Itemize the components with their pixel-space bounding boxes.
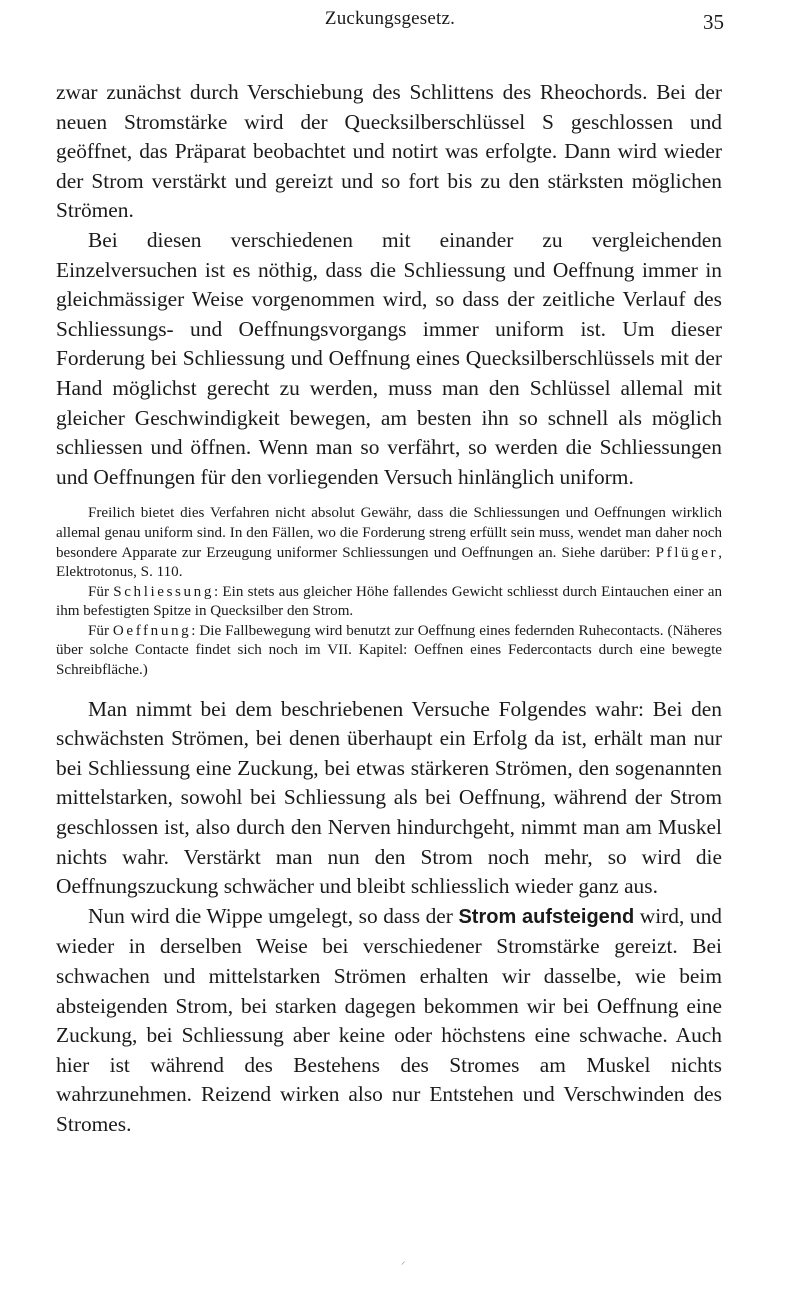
print-speck: ⸝ [401,1257,406,1267]
paragraph-observation: Man nimmt bei dem beschriebenen Versuche Folgendes wahr: Bei den schwächsten Strömen, bei denen überhaupt ein Erfolg da ist, erhält man nur bei Schliessung eine Zuckung, bei etwas stärkeren Strömen, den sogenannten mittelstarken, sowohl bei Schliessung als bei Oeffnung, während der Strom geschlossen ist, also durch den Nerven hindurchgeht, nimmt man am Muskel nichts wahr. Verstärkt man nun den Strom noch mehr, so wird die Oeffnungszuckung schwächer und bleibt schliesslich wieder ganz aus. [56,696,722,899]
paragraph-ascending-current [56,902,722,1140]
note-oeffnung-key: Oeffnung [112,622,192,639]
note-freilich [56,504,722,582]
body-text [56,78,722,1140]
note-schliessung-text: : Ein stets aus gleicher Höhe fallendes Gewicht schliesst durch Eintauchen einer an ihm befestigten Spitze in Quecksilber den Strom. [56,583,722,620]
running-head-title: Zuckungsgesetz. [324,8,456,29]
note-oeffnung-text: : Die Fallbewegung wird benutzt zur Oeffnung eines federnden Ruhecontacts. (Näheres über solche Contacte findet sich noch im VII. Kapitel: Oeffnen eines Federcontacts durch eine bewegte Schreibfläche.) [56,622,722,679]
note-schliessung-key: Schliessung [113,583,214,600]
small-print-note [56,504,722,680]
note-freilich-text: Freilich bietet dies Verfahren nicht absolut Gewähr, dass die Schliessungen und Oeffnungen wirklich allemal genau uniform sind. In den Fällen, wo die Forderung streng erfüllt sein muss, wendet man daher noch besondere Apparate zur Erzeugung uniformer Schliessungen und Oeffnungen an. Siehe darüber: [56,505,722,561]
note-schliessung-lead: Für [88,583,109,600]
note-oeffnung [56,622,722,681]
paragraph-continuation: zwar zunächst durch Verschiebung des Schlittens des Rheochords. Bei der neuen Stromstärke wird der Quecksilberschlüssel S geschlossen und geöffnet, das Präparat beobachtet und notirt was erfolgte. Dann wird wieder der Strom verstärkt und gereizt und so fort bis zu den stärksten möglichen Strömen. [56,80,722,223]
note-oeffnung-lead: Für [88,622,109,639]
note-schliessung [56,583,722,622]
running-head [60,8,724,38]
paragraph-uniformity: Bei diesen verschiedenen mit einander zu vergleichenden Einzelversuchen ist es nöthig, dass die Schliessung und Oeffnung immer in gleichmässiger Weise vorgenommen wird, so dass der zeitliche Verlauf des Schliessungs- und Oeffnungsvorgangs immer uniform ist. Um dieser Forderung bei Schliessung und Oeffnung eines Quecksilberschlüssels mit der Hand möglichst gerecht zu werden, muss man den Schlüssel allemal mit gleicher Geschwindigkeit bewegen, am besten ihn so schnell als möglich schliessen und öffnen. Wenn man so verfährt, so werden die Schliessungen und Oeffnungen für den vorliegenden Versuch hinlänglich uniform. [56,227,722,489]
note-freilich-tail: , Elektrotonus, S. 110. [56,544,722,581]
ascending-start: Nun wird die Wippe umgelegt, so dass der [88,903,453,928]
page-number: 35 [703,10,724,34]
note-author-name: Pflüger [655,544,719,561]
ascending-end: wird, und wieder in derselben Weise bei verschiedener Stromstärke gereizt. Bei schwachen und mittelstarken Strömen erhalten wir dasselbe, wie beim absteigenden Strom, bei starken dagegen bekommen wir bei Oeffnung eine Zuckung, bei Schliessung aber keine oder höchstens eine schwache. Auch hier ist während des Bestehens des Stromes am Muskel nichts wahrzunehmen. Reizend wirken also nur Entstehen und Verschwinden des Stromes. [56,903,722,1136]
ascending-emphasis: Strom aufsteigend [458,905,635,928]
